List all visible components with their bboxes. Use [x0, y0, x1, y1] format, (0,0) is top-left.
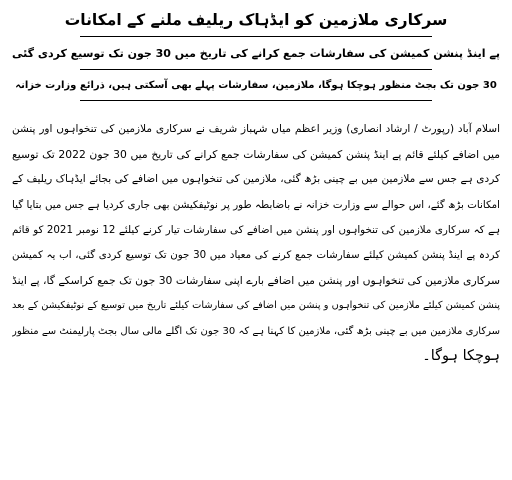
headline-divider-2 [80, 69, 432, 70]
article-line: میں اضافے کیلئے قائم پے اینڈ پنشن کمیشن کی سفارشات جمع کرانے کی تاریخ میں 30 جون 2022 تک توسیع [12, 148, 500, 162]
headline-main: سرکاری ملازمین کو ایڈہاک ریلیف ملنے کے امکانات [64, 11, 448, 29]
article-body [10, 117, 502, 369]
headline-sub-1: پے اینڈ پنشن کمیشن کی سفارشات جمع کرانے کی تاریخ میں 30 جون تک توسیع کردی گئی [12, 47, 500, 60]
headline-divider-1 [80, 36, 432, 37]
article-line: ہے کہ سرکاری ملازمین کی تنخواہوں اور پنشن میں اضافے کی سفارشات تیار کرنے کیلئے 12 نومبر 2021 کو قائم [12, 223, 500, 236]
headline-divider-3 [80, 100, 432, 101]
headline-sub-2: 30 جون تک بجٹ منظور ہوچکا ہوگا، ملازمین، سفارشات پہلے بھی آسکتی ہیں، ذرائع وزارت خزانہ [15, 80, 497, 91]
article-line: سرکاری ملازمین میں بے چینی بڑھ گئی، ملازمین کا کہنا ہے کہ 30 جون تک اگلے مالی سال بجٹ پارلیمنٹ سے منظور [12, 325, 500, 337]
article-line-last: ہوچکا ہوگا۔ [422, 347, 500, 364]
article-line: کردہ پے اینڈ پنشن کمیشن کیلئے سفارشات جمع کرنے کی معیاد میں 30 جون تک توسیع کردی گئی، اب یہ کمیشن [12, 249, 500, 262]
article-line: کردی ہے جس سے ملازمین میں بے چینی بڑھ گئی، ملازمین کی تنخواہوں میں اضافے کی بجائے ایڈہاک ریلیف کے [12, 173, 500, 186]
article-line: امکانات بڑھ گئے، اس حوالے سے وزارت خزانہ نے باضابطہ طور پر نوٹیفکیشن بھی جاری کردیا ہے جس میں بتایا گیا [12, 198, 500, 211]
article-line: اسلام آباد (رپورٹ / ارشاد انصاری) وزیر اعظم میاں شہباز شریف نے سرکاری ملازمین کی تنخواہوں اور پنشن [12, 123, 500, 135]
article-line: پنشن کمیشن کیلئے ملازمین کی تنخواہوں و پنشن میں اضافے کی سفارشات کیلئے تاریخ میں توسیع کے نوٹیفکیشن کے بعد [12, 300, 500, 312]
article-line: سرکاری ملازمین کی تنخواہوں اور پنشن میں اضافے بارے اپنی سفارشات 30 جون تک جمع کراسکے گا، پے اینڈ [12, 274, 500, 288]
